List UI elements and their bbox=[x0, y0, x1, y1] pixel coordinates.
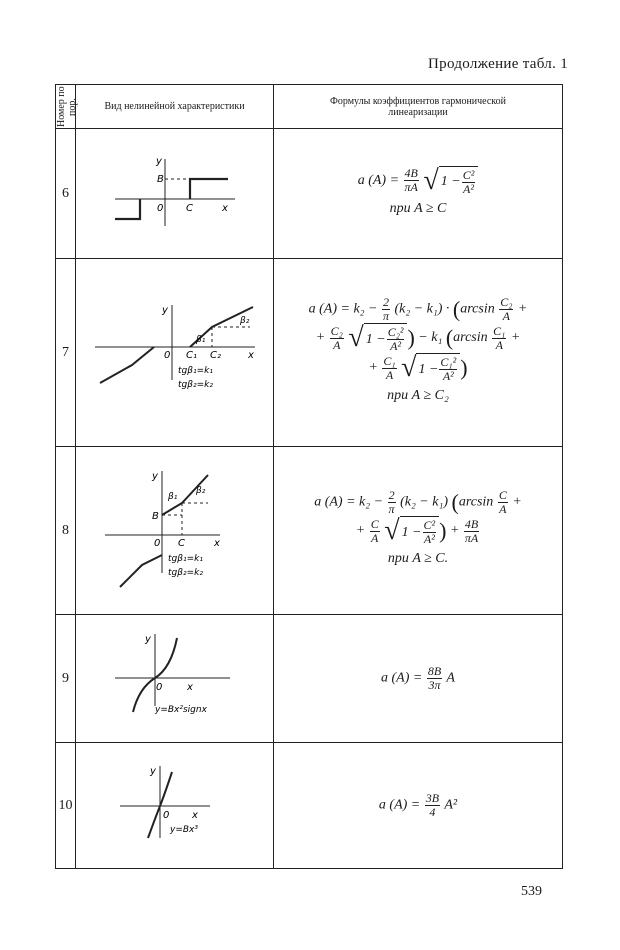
header-graph-label: Вид нелинейной характеристики bbox=[104, 101, 245, 112]
header-formula-label: Формулы коэффициентов гармонической линеаризации bbox=[329, 95, 507, 118]
level-B-label: B bbox=[151, 511, 159, 522]
slope-k1-label: tgβ₁=k₁ bbox=[177, 366, 213, 376]
formula-9: a (A) = $\frac{8B}{3\pi}$ A bbox=[381, 664, 455, 692]
axis-x-label: x bbox=[191, 810, 198, 821]
table-row bbox=[56, 615, 563, 743]
relay-two-slope-graph bbox=[100, 463, 250, 593]
row-number: 8 bbox=[56, 447, 76, 615]
table-row bbox=[56, 259, 563, 447]
level-B-label: B bbox=[156, 174, 164, 185]
row-number: 9 bbox=[56, 615, 76, 743]
page-number: 539 bbox=[521, 884, 542, 899]
condition-6: при A ≥ C bbox=[389, 200, 447, 216]
axis-y-label: y bbox=[144, 634, 151, 645]
formula-10-lhs: a (A) = bbox=[378, 797, 421, 813]
axis-y-label: y bbox=[155, 156, 162, 167]
header-graph bbox=[76, 85, 274, 129]
formula-cell bbox=[274, 615, 563, 743]
axis-y-label: y bbox=[149, 766, 156, 777]
origin-label: 0 bbox=[156, 203, 163, 214]
table-row bbox=[56, 129, 563, 259]
threshold-C-label: C bbox=[185, 203, 193, 214]
formula-cell bbox=[274, 129, 563, 259]
header-formula bbox=[274, 85, 563, 129]
threshold-C1-label: C₁ bbox=[185, 350, 197, 361]
formula-7-line1: a (A) = k₂ − $\frac{2}{\pi}$ (k₂ − k₁) · (arcsin $\frac{\text{C₂}}{A}$ + bbox=[308, 295, 528, 323]
table-row bbox=[56, 743, 563, 869]
origin-label: 0 bbox=[153, 538, 160, 549]
origin-label: 0 bbox=[162, 810, 169, 821]
condition-8: при A ≥ C. bbox=[387, 551, 449, 566]
origin-label: 0 bbox=[155, 682, 162, 693]
deadzone-two-slope-graph bbox=[90, 295, 260, 405]
equation-label: y=Bx²signx bbox=[154, 705, 207, 715]
row-number: 6 bbox=[56, 129, 76, 259]
formula-6: a (A) = $\frac{4B}{\pi A}$ √ 1 − $\frac{\text{C²}}{\text{A²}}$ bbox=[274, 166, 562, 196]
angle-beta2-label: β₂ bbox=[195, 486, 205, 496]
origin-label: 0 bbox=[163, 350, 170, 361]
angle-beta1-label: β₁ bbox=[195, 335, 205, 345]
axis-y-label: y bbox=[151, 471, 158, 482]
axis-x-label: x bbox=[213, 538, 220, 549]
coefficients-table bbox=[55, 84, 563, 869]
formula-7-line3: + $\frac{\text{C₁}}{A}$ √ 1 − $\frac{\text{C₁²}}{\text{A²}}$ ) bbox=[368, 352, 468, 383]
row-number: 7 bbox=[56, 259, 76, 447]
relay-characteristic-graph bbox=[110, 151, 240, 231]
header-number-label: Номер по пор. bbox=[56, 86, 78, 127]
formula-cell bbox=[274, 447, 563, 615]
formula-8-line2: + $\frac{C}{A}$ √ 1 − $\frac{\text{C²}}{\text{A²}}$ ) + $\frac{4B}{\pi A}$ bbox=[355, 515, 479, 546]
formula-8-line1: a (A) = k₂ − $\frac{2}{\pi}$ (k₂ − k₁) (arcsin $\frac{C}{A}$ + bbox=[314, 488, 522, 516]
condition-7: при A ≥ C₂ bbox=[387, 388, 449, 403]
table-row bbox=[56, 447, 563, 615]
axis-x-label: x bbox=[221, 203, 228, 214]
slope-k2-label: tgβ₂=k₂ bbox=[177, 380, 213, 390]
graph-cell bbox=[76, 129, 274, 259]
angle-beta1-label: β₁ bbox=[167, 492, 177, 502]
graph-cell bbox=[76, 259, 274, 447]
graph-cell bbox=[76, 615, 274, 743]
threshold-C2-label: C₂ bbox=[209, 350, 221, 361]
cubic-graph bbox=[110, 758, 240, 848]
slope-k2-label: tgβ₂=k₂ bbox=[167, 568, 203, 578]
formula-7-line2: + $\frac{\text{C₂}}{A}$ √ 1 − $\frac{\text{C₂²}}{\text{A²}}$ ) − k₁ (arcsin $\frac{\text{C₁}}{A}$ + bbox=[315, 322, 521, 353]
continuation-title: Продолжение табл. 1 bbox=[428, 56, 568, 72]
formula-9-lhs: a (A) = bbox=[381, 670, 423, 686]
formula-cell bbox=[274, 259, 563, 447]
equation-label: y=Bx³ bbox=[169, 825, 198, 835]
graph-cell bbox=[76, 743, 274, 869]
table-header-row bbox=[56, 85, 563, 129]
threshold-C-label: C bbox=[177, 538, 185, 549]
quadratic-sign-graph bbox=[105, 626, 245, 726]
row-number: 10 bbox=[56, 743, 76, 869]
slope-k1-label: tgβ₁=k₁ bbox=[167, 554, 203, 564]
graph-cell bbox=[76, 447, 274, 615]
angle-beta2-label: β₂ bbox=[239, 316, 249, 326]
header-number bbox=[56, 85, 76, 129]
axis-x-label: x bbox=[186, 682, 193, 693]
axis-x-label: x bbox=[247, 350, 254, 361]
axis-y-label: y bbox=[161, 305, 168, 316]
formula-cell bbox=[274, 743, 563, 869]
formula-10: a (A) = $\frac{3B}{4}$ A² bbox=[378, 791, 458, 819]
